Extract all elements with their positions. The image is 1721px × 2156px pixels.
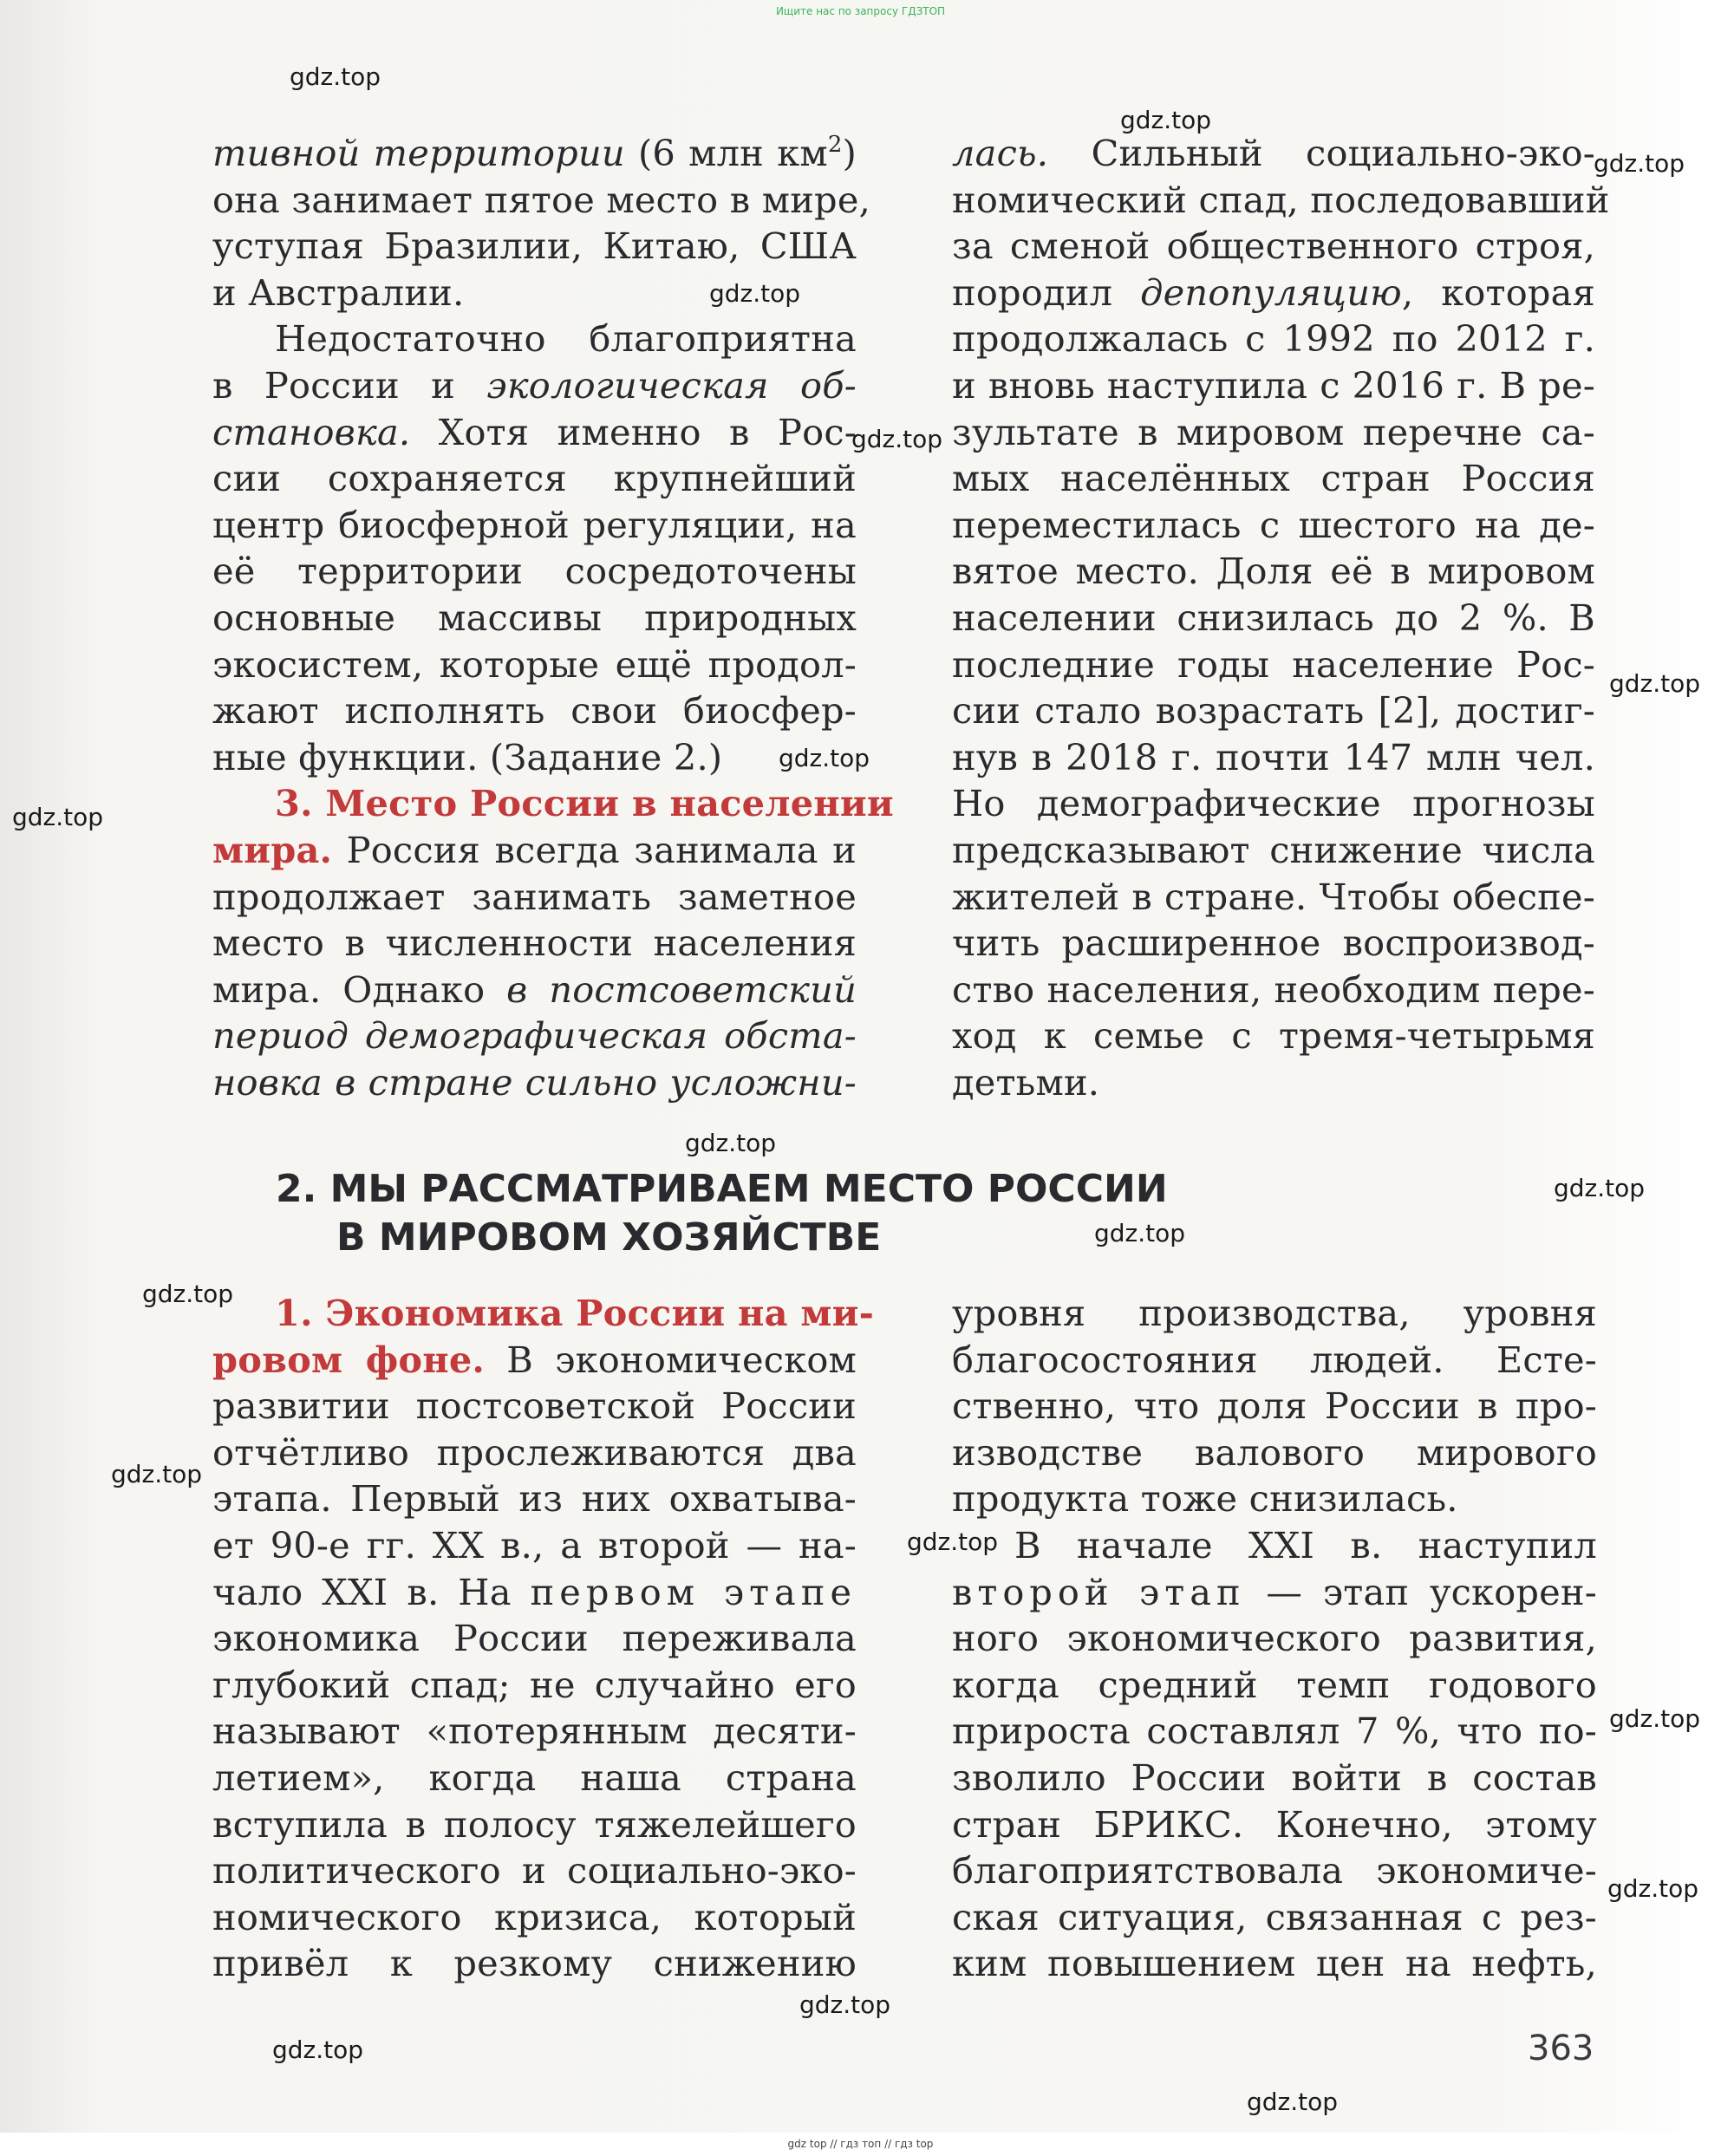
text-line: и Австралии.	[212, 270, 465, 314]
text-line: вступила в полосу тяжелейшего	[212, 1802, 857, 1846]
watermark: gdz.top	[290, 62, 381, 91]
text-line: благоприятствовала экономиче-	[952, 1849, 1597, 1892]
text-line: нув в 2018 г. почти 147 млн чел.	[952, 735, 1595, 778]
text-line: жителей в стране. Чтобы обеспе-	[952, 875, 1595, 918]
italic-term: тивной территории	[212, 132, 625, 174]
text: в России и	[212, 363, 487, 407]
section-title-line1: 2. МЫ РАССМАТРИВАЕМ МЕСТО РОССИИ	[276, 1167, 1168, 1211]
watermark: gdz.top	[1594, 149, 1685, 178]
watermark: gdz.top	[907, 1527, 999, 1556]
watermark: gdz.top	[1554, 1174, 1646, 1202]
text-line: зультате в мировом перечне са-	[952, 410, 1595, 453]
page-number: 363	[1528, 2029, 1594, 2068]
text-line: экономика России переживала	[212, 1617, 857, 1660]
right-column-bottom	[952, 1290, 1597, 1987]
text-line: зволило России войти в состав	[952, 1755, 1597, 1799]
watermark: gdz.top	[272, 2035, 364, 2064]
text-line: её территории сосредоточены	[212, 550, 857, 593]
text-line: чить расширенное воспроизвод-	[952, 922, 1595, 965]
left-column-top	[212, 130, 894, 1105]
text-line: ного экономического развития,	[952, 1617, 1597, 1660]
text-line: переместилась с шестого на де-	[952, 503, 1595, 546]
text-line: ет 90-е гг. XX в., а второй — на-	[212, 1523, 857, 1567]
italic-term: становка.	[212, 410, 411, 453]
text: , которая	[1401, 270, 1595, 314]
text-line: сии сохраняется крупнейший	[212, 457, 857, 500]
watermark: gdz.top	[685, 1129, 777, 1157]
subsection-heading: 1. Экономика России на ми-	[275, 1292, 875, 1334]
text-line: продукта тоже снизилась.	[952, 1477, 1458, 1521]
text-line: Но демографические прогнозы	[952, 782, 1595, 825]
subsection-heading: мира.	[212, 828, 333, 871]
text-line: развитии постсоветской России	[212, 1384, 857, 1428]
text-line	[212, 1290, 875, 1337]
text-line: и вновь наступила с 2016 г. В ре-	[952, 363, 1595, 407]
text-line: новка в стране сильно усложни-	[212, 1060, 857, 1104]
subsection-heading: 3. Место России в населении	[275, 782, 894, 825]
text-line: она занимает пятое место в мире,	[212, 178, 870, 221]
text-line: когда средний темп годового	[952, 1663, 1597, 1706]
text: мира. Однако	[212, 967, 507, 1011]
left-column-bottom	[212, 1290, 875, 1987]
superscript: 2	[827, 132, 843, 158]
watermark: gdz.top	[142, 1280, 234, 1308]
watermark: gdz.top	[779, 744, 870, 772]
italic-term: в постсоветский	[506, 967, 857, 1011]
bottom-note: gdz top // гдз топ // гдз top	[787, 2138, 934, 2150]
text: В экономическом	[485, 1338, 857, 1381]
italic-term: экологическая об-	[486, 363, 857, 407]
text-line: ким повышением цен на нефть,	[952, 1942, 1597, 1985]
spaced-term: второй этап	[952, 1570, 1246, 1613]
right-column-top	[952, 130, 1610, 1105]
text-line: вятое место. Доля её в мировом	[952, 550, 1595, 593]
text-line: уровня производства, уровня	[952, 1292, 1597, 1334]
text-line: за сменой общественного строя,	[952, 225, 1595, 268]
text-line	[212, 130, 857, 177]
watermark: gdz.top	[1120, 106, 1212, 134]
text-line	[212, 1569, 857, 1616]
watermark: gdz.top	[12, 803, 104, 831]
text: )	[842, 132, 857, 174]
text-line: благосостояния людей. Есте-	[952, 1338, 1597, 1381]
text-line: прироста составлял 7 %, что по-	[952, 1710, 1597, 1753]
text-line: период демографическая обста-	[212, 1014, 857, 1058]
text-line: предсказывают снижение числа	[952, 828, 1595, 871]
text-line	[212, 362, 857, 409]
text: (6 млн км	[624, 132, 828, 174]
text-line: ство населения, необходим пере-	[952, 967, 1595, 1011]
text-line	[952, 270, 1595, 316]
text-line	[212, 827, 857, 874]
text-line: номического кризиса, который	[212, 1895, 857, 1938]
text: Сильный социально-эко-	[1048, 132, 1595, 174]
text-line	[952, 130, 1595, 177]
text-line: продолжалась с 1992 по 2012 г.	[952, 317, 1595, 361]
watermark: gdz.top	[851, 425, 943, 453]
text-line: уступая Бразилии, Китаю, США	[212, 225, 857, 268]
text-line: жают исполнять свои биосфер-	[212, 689, 857, 733]
italic-term: лась.	[952, 132, 1049, 174]
text-line: детьми.	[952, 1060, 1100, 1104]
text: чало XXI в. На	[212, 1570, 531, 1613]
text-line: ственно, что доля России в про-	[952, 1384, 1597, 1428]
subsection-heading: ровом фоне.	[212, 1338, 486, 1381]
text-line: стран БРИКС. Конечно, этому	[952, 1802, 1597, 1846]
text-line: летием», когда наша страна	[212, 1755, 857, 1799]
text-line: мых населённых стран Россия	[952, 457, 1595, 500]
text-line: центр биосферной регуляции, на	[212, 503, 857, 546]
watermark: gdz.top	[111, 1460, 203, 1488]
text-line: ская ситуация, связанная с рез-	[952, 1895, 1597, 1938]
italic-term: депопуляцию	[1140, 270, 1402, 314]
text-line: последние годы население Рос-	[952, 642, 1595, 686]
text-line: этапа. Первый из них охватыва-	[212, 1477, 857, 1521]
text-line: отчётливо прослеживаются два	[212, 1430, 857, 1474]
watermark: gdz.top	[1247, 2088, 1339, 2116]
text-line: Недостаточно благоприятна	[275, 317, 857, 361]
text-line: В начале XXI в. наступил	[1014, 1523, 1597, 1567]
text-line: экосистем, которые ещё продол-	[212, 642, 857, 686]
watermark: gdz.top	[1609, 669, 1701, 698]
text-line	[212, 967, 857, 1013]
watermark: gdz.top	[1094, 1219, 1186, 1247]
text-line	[212, 1337, 857, 1384]
spaced-term: первом этапе	[530, 1570, 857, 1613]
text-line: политического и социально-эко-	[212, 1849, 857, 1892]
watermark: gdz.top	[1609, 1704, 1701, 1733]
section-title	[276, 1165, 1490, 1262]
text-line: ход к семье с тремя-четырьмя	[952, 1014, 1595, 1058]
text-line: сии стало возрастать [2], достиг-	[952, 689, 1595, 733]
text-line: место в численности населения	[212, 922, 857, 965]
watermark: gdz.top	[799, 1990, 891, 2019]
text-line: населении снизилась до 2 %. В	[952, 596, 1595, 639]
section-title-line2: В МИРОВОМ ХОЗЯЙСТВЕ	[336, 1215, 882, 1260]
text-line	[212, 780, 894, 827]
text-line: называют «потерянным десяти-	[212, 1710, 857, 1753]
text-line: глубокий спад; не случайно его	[212, 1663, 857, 1706]
text-line: основные массивы природных	[212, 596, 857, 639]
text: Хотя именно в Рос-	[410, 410, 857, 453]
text: породил	[952, 270, 1141, 314]
text-line	[952, 1569, 1597, 1616]
watermark: gdz.top	[709, 279, 801, 308]
text-line: изводстве валового мирового	[952, 1430, 1597, 1474]
text-line: привёл к резкому снижению	[212, 1942, 857, 1985]
text-line	[212, 409, 857, 456]
text-line: продолжает занимать заметное	[212, 875, 857, 918]
watermark: gdz.top	[1607, 1874, 1699, 1903]
text: — этап ускорен-	[1245, 1570, 1597, 1613]
text-line: ные функции. (Задание 2.)	[212, 735, 723, 778]
text: Россия всегда занимала и	[332, 828, 857, 871]
top-note: Ищите нас по запросу ГДЗТОП	[775, 5, 946, 17]
text-line: номический спад, последовавший	[952, 178, 1610, 221]
